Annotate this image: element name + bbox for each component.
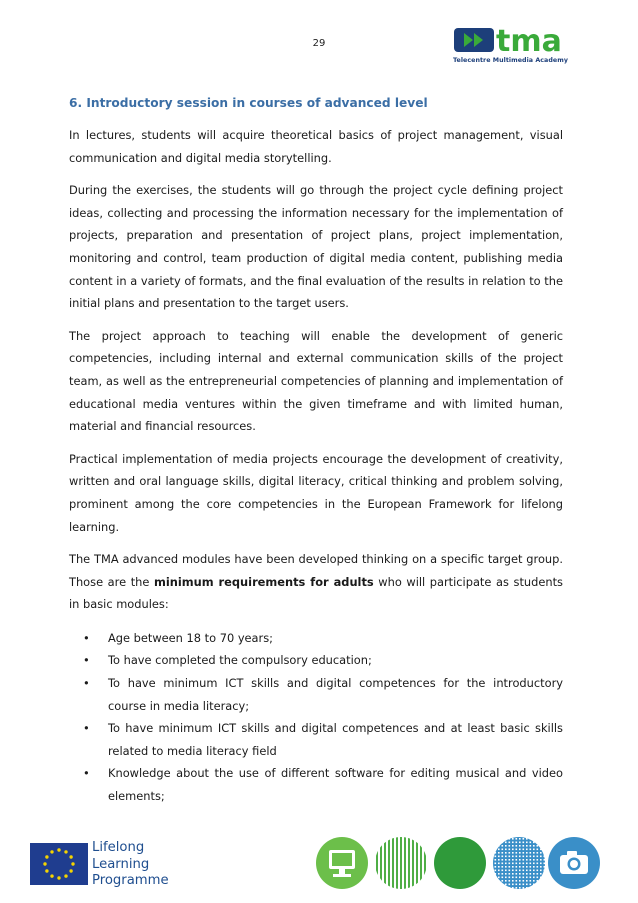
- requirements-list: [69, 627, 563, 808]
- list-item-text: To have minimum ICT skills and digital competences for the introductory course in media literacy;: [108, 676, 563, 713]
- grid-circle-icon: [493, 837, 545, 889]
- list-item-text: Age between 18 to 70 years;: [108, 630, 273, 645]
- list-item: [69, 649, 563, 672]
- list-item: [69, 627, 563, 650]
- list-item: [69, 762, 563, 807]
- tma-logo: [452, 22, 590, 72]
- logo-wordmark: tma: [496, 24, 562, 56]
- tma-logo-mark: [452, 22, 590, 56]
- llp-line: Programme: [92, 873, 169, 888]
- requirements-intro-end: who will participate as students in basic modules:: [69, 574, 563, 612]
- paragraph-requirements-intro: [69, 548, 563, 616]
- footer-icon-strip: [316, 831, 602, 895]
- paragraph-exercises: During the exercises, the students will go through the project cycle defining project ideas, collecting and processing the information necessary for the implementation of projects, preparation and presentation of project plans, project implementation, monitoring and control, team production of digital media content, publishing media content in a variety of formats, and the final evaluation of the results in relation to the initial plans and presentation to the target users.: [69, 183, 563, 311]
- monitor-icon: [316, 837, 368, 889]
- camera-icon: [548, 837, 600, 889]
- paragraph-lectures: In lectures, students will acquire theoretical basics of project management, visual communication and digital media storytelling.: [69, 128, 563, 165]
- llp-line: Learning: [92, 856, 150, 872]
- bullet: •: [83, 630, 90, 645]
- section-heading: 6. Introductory session in courses of advanced level: [69, 96, 428, 110]
- bullet: •: [83, 766, 90, 781]
- paragraph-project-approach: The project approach to teaching will enable the development of generic competencies, including internal and external communication skills of the project team, as well as the entrepreneurial competencies of planning and implementation of educational media ventures within the given timeframe and with limited human, material and financial resources.: [69, 328, 563, 434]
- bullet: •: [83, 676, 90, 691]
- requirements-intro-start: The TMA advanced modules have been developed thinking on a specific target group. Those are the: [69, 552, 563, 589]
- llp-line: Lifelong: [92, 840, 145, 855]
- striped-circle-icon: [375, 837, 427, 889]
- page-number: 29: [312, 38, 326, 49]
- list-item: [69, 717, 563, 762]
- paragraph-practical-implementation: Practical implementation of media projects encourage the development of creativity, written and oral language skills, digital literacy, critical thinking and problem solving, prominent among the core competencies in the European Framework for lifelong learning.: [69, 451, 563, 534]
- list-item-text: Knowledge about the use of different software for editing musical and video elements;: [108, 766, 563, 804]
- list-item-text: To have completed the compulsory education;: [108, 653, 372, 668]
- list-item-text: To have minimum ICT skills and digital competences and at least basic skills related to media literacy field: [108, 721, 563, 758]
- eu-flag-icon: [30, 843, 88, 885]
- list-item: [69, 672, 563, 717]
- lifelong-learning-programme-logo: [30, 839, 200, 891]
- llp-text: [92, 840, 169, 890]
- logo-caption: Telecentre Multimedia Academy: [453, 57, 568, 64]
- requirements-intro-bold: minimum requirements for adults: [153, 574, 374, 589]
- green-circle-icon: [434, 837, 486, 889]
- bullet: •: [83, 653, 90, 668]
- bullet: •: [83, 721, 90, 736]
- main-content: [69, 93, 563, 808]
